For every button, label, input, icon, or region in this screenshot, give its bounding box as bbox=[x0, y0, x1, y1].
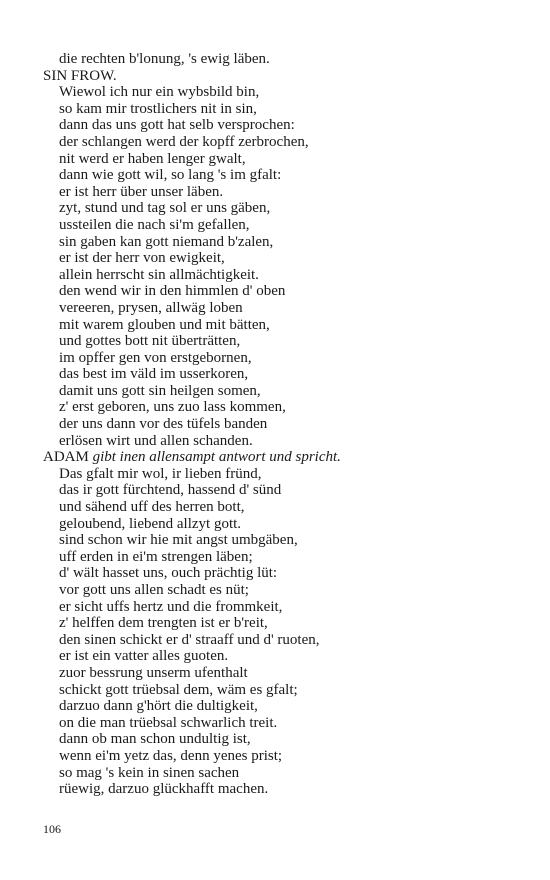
verse-line bbox=[43, 366, 523, 383]
verse-text: darzuo dann g'hört die dultigkeit, bbox=[59, 698, 258, 715]
verse-line bbox=[43, 267, 523, 284]
verse-text: Wiewol ich nur ein wybsbild bin, bbox=[59, 84, 260, 101]
verse-line bbox=[43, 84, 523, 101]
verse-line bbox=[43, 117, 523, 134]
verse-text: schickt gott trüebsal dem, wäm es gfalt; bbox=[59, 681, 298, 698]
verse-text: das best im väld im usserkoren, bbox=[59, 366, 249, 383]
verse-text: der uns dann vor des tüfels banden bbox=[59, 416, 268, 433]
verse-line bbox=[43, 184, 523, 201]
verse-line bbox=[43, 333, 523, 350]
verse-line bbox=[43, 698, 523, 715]
verse-line bbox=[43, 765, 523, 782]
verse-line bbox=[43, 383, 523, 400]
verse-line bbox=[43, 499, 523, 516]
verse-text: dann wie gott wil, so lang 's im gfalt: bbox=[59, 167, 282, 184]
verse-text: dann ob man schon undultig ist, bbox=[59, 731, 251, 748]
verse-line bbox=[43, 200, 523, 217]
verse-line bbox=[43, 51, 523, 68]
verse-line bbox=[43, 317, 523, 334]
verse-line bbox=[43, 300, 523, 317]
verse-line bbox=[43, 582, 523, 599]
stage-direction: gibt inen allensampt antwort und spricht. bbox=[92, 449, 341, 466]
verse-line bbox=[43, 599, 523, 616]
verse-text: er ist der herr von ewigkeit, bbox=[59, 250, 225, 267]
verse-text: im opffer gen von erstgebornen, bbox=[59, 349, 252, 366]
verse-text: wenn ei'm yetz das, denn yenes prist; bbox=[59, 747, 283, 764]
verse-line bbox=[43, 250, 523, 267]
verse-line bbox=[43, 482, 523, 499]
verse-line bbox=[43, 350, 523, 367]
poem-text-block bbox=[43, 51, 523, 798]
verse-line bbox=[43, 532, 523, 549]
verse-line bbox=[43, 748, 523, 765]
verse-line bbox=[43, 167, 523, 184]
verse-text: erlösen wirt und allen schanden. bbox=[59, 432, 253, 449]
verse-line bbox=[43, 466, 523, 483]
verse-text: d' wält hasset uns, ouch prächtig lüt: bbox=[59, 565, 278, 582]
verse-line bbox=[43, 151, 523, 168]
verse-text: den wend wir in den himmlen d' oben bbox=[59, 283, 286, 300]
verse-line bbox=[43, 217, 523, 234]
verse-line bbox=[43, 615, 523, 632]
verse-text: zuor bessrung unserm ufenthalt bbox=[59, 664, 248, 681]
verse-text: und sähend uff des herren bott, bbox=[59, 499, 245, 516]
verse-text: mit warem glouben und mit bätten, bbox=[59, 316, 270, 333]
page-number: 106 bbox=[43, 822, 61, 836]
verse-text: uff erden in ei'm strengen läben; bbox=[59, 548, 253, 565]
speaker-line bbox=[43, 68, 523, 85]
verse-line bbox=[43, 416, 523, 433]
verse-line bbox=[43, 665, 523, 682]
verse-line bbox=[43, 283, 523, 300]
verse-text: er ist herr über unser läben. bbox=[59, 183, 224, 200]
speaker-line bbox=[43, 449, 523, 466]
verse-line bbox=[43, 715, 523, 732]
verse-text: damit uns gott sin heilgen somen, bbox=[59, 382, 261, 399]
verse-line bbox=[43, 781, 523, 798]
verse-text: sin gaben kan gott niemand b'zalen, bbox=[59, 233, 274, 250]
verse-text: die rechten b'lonung, 's ewig läben. bbox=[59, 51, 270, 67]
verse-line bbox=[43, 648, 523, 665]
verse-line bbox=[43, 731, 523, 748]
verse-text: zyt, stund und tag sol er uns gäben, bbox=[59, 200, 271, 217]
verse-line bbox=[43, 433, 523, 450]
verse-text: den sinen schickt er d' straaff und d' ruoten, bbox=[59, 631, 320, 648]
verse-text: Das gfalt mir wol, ir lieben fründ, bbox=[59, 465, 262, 482]
verse-line bbox=[43, 101, 523, 118]
verse-text: so mag 's kein in sinen sachen bbox=[59, 764, 240, 781]
verse-line bbox=[43, 516, 523, 533]
verse-line bbox=[43, 134, 523, 151]
verse-text: das ir gott fürchtend, hassend d' sünd bbox=[59, 482, 282, 499]
verse-text: der schlangen werd der kopff zerbrochen, bbox=[59, 133, 309, 150]
verse-line bbox=[43, 682, 523, 699]
verse-line bbox=[43, 234, 523, 251]
verse-text: vereeren, prysen, allwäg loben bbox=[59, 299, 243, 316]
verse-text: geloubend, liebend allzyt gott. bbox=[59, 515, 242, 532]
verse-text: rüewig, darzuo glückhafft machen. bbox=[59, 781, 269, 798]
verse-text: dann das uns gott hat selb versprochen: bbox=[59, 117, 295, 134]
verse-text: ussteilen die nach si'm gefallen, bbox=[59, 216, 250, 233]
verse-line bbox=[43, 399, 523, 416]
verse-text: allein herrscht sin allmächtigkeit. bbox=[59, 266, 259, 283]
verse-text: vor gott uns allen schadt es nüt; bbox=[59, 582, 249, 598]
verse-text: nit werd er haben lenger gwalt, bbox=[59, 150, 246, 167]
verse-text: er sicht uffs hertz und die frommkeit, bbox=[59, 598, 283, 615]
verse-text: z' erst geboren, uns zuo lass kommen, bbox=[59, 399, 286, 416]
verse-text: er ist ein vatter alles guoten. bbox=[59, 648, 229, 665]
verse-text: sind schon wir hie mit angst umbgäben, bbox=[59, 532, 298, 549]
verse-line bbox=[43, 549, 523, 566]
speaker-name: SIN FROW. bbox=[43, 67, 117, 84]
speaker-name: ADAM bbox=[43, 449, 89, 466]
verse-line bbox=[43, 632, 523, 649]
verse-text: on die man trüebsal schwarlich treit. bbox=[59, 714, 278, 731]
verse-text: so kam mir trostlichers nit in sin, bbox=[59, 100, 257, 117]
verse-line bbox=[43, 565, 523, 582]
verse-text: z' helffen dem trengten ist er b'reit, bbox=[59, 615, 268, 632]
verse-text: und gottes bott nit überträtten, bbox=[59, 333, 241, 350]
